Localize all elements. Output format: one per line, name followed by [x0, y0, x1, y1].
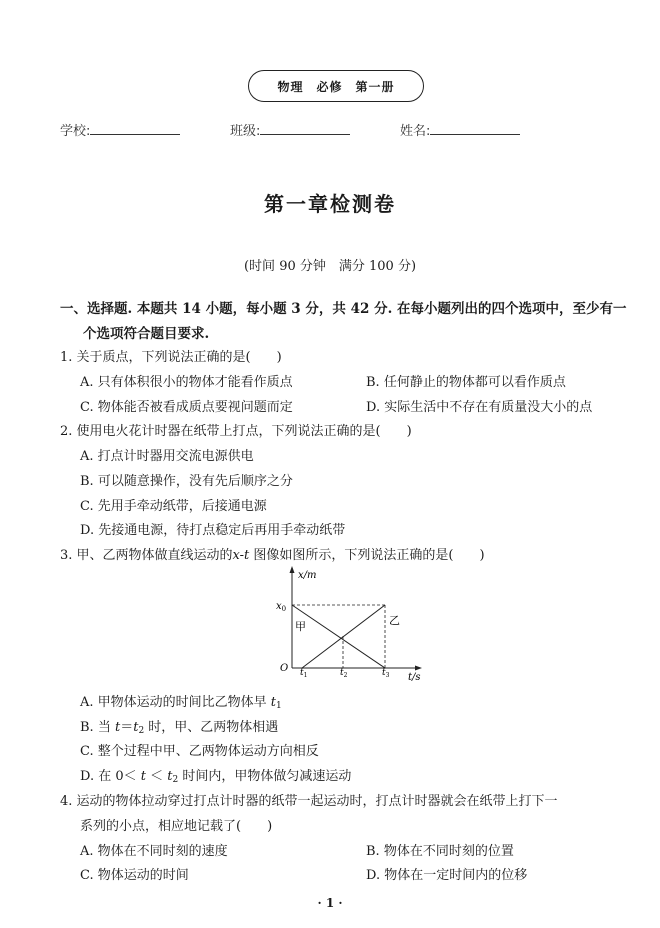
name-blank[interactable]: [430, 121, 520, 135]
yi-label: 乙: [389, 614, 400, 627]
class-label: 班级:: [230, 124, 261, 139]
page-title: 第一章检测卷: [264, 192, 396, 216]
q4-option-b[interactable]: B. 物体在不同时刻的位置: [366, 844, 514, 859]
q2-stem: 2. 使用电火花计时器在纸带上打点，下列说法正确的是( ): [60, 424, 412, 439]
q1-option-b[interactable]: B. 任何静止的物体都可以看作质点: [366, 375, 566, 390]
page-subtitle: (时间 90 分钟 满分 100 分): [243, 259, 417, 274]
section-heading-line2: 个选项符合题目要求.: [83, 326, 210, 342]
book-title-box: [248, 70, 424, 102]
t1-label: $t_1$: [300, 668, 308, 679]
t3-label: $t_3$: [382, 668, 390, 679]
q1-option-c[interactable]: C. 物体能否被看成质点要视问题而定: [80, 400, 293, 415]
q3-option-d[interactable]: D. 在 $0< t < t_2$ 时间内，甲物体做匀减速运动: [80, 769, 352, 785]
book-title: 物理 必修 第一册: [277, 79, 395, 94]
q2-option-d[interactable]: D. 先接通电源，待打点稳定后再用手牵动纸带: [80, 523, 346, 538]
school-blank[interactable]: [90, 121, 180, 135]
q2-option-a[interactable]: A. 打点计时器用交流电源供电: [80, 449, 254, 464]
section-heading-line1: 一、选择题. 本题共 14 小题，每小题 3 分，共 42 分. 在每小题列出的四个选项中，至少有一: [60, 301, 627, 317]
t2-label: $t_2$: [340, 668, 348, 679]
q2-option-c[interactable]: C. 先用手牵动纸带，后接通电源: [80, 499, 267, 514]
q3-option-a[interactable]: A. 甲物体运动的时间比乙物体早 $t_1$: [80, 695, 282, 711]
q1-option-a[interactable]: A. 只有体积很小的物体才能看作质点: [80, 375, 293, 390]
yi-line: [302, 605, 385, 668]
name-label: 姓名:: [400, 124, 431, 139]
q2-option-b[interactable]: B. 可以随意操作，没有先后顺序之分: [80, 474, 293, 489]
q3-option-b[interactable]: B. 当 $t=t_2$ 时，甲、乙两物体相遇: [80, 720, 279, 736]
x-t-graph: [270, 560, 430, 685]
q4-option-d[interactable]: D. 物体在一定时间内的位移: [366, 868, 528, 883]
q3-stem: 3. 甲、乙两物体做直线运动的x-t 图像如图所示，下列说法正确的是( ): [60, 548, 485, 563]
name-field[interactable]: [400, 120, 520, 139]
class-blank[interactable]: [260, 121, 350, 135]
q1-option-d[interactable]: D. 实际生活中不存在有质量没大小的点: [366, 400, 593, 415]
y-axis-arrow: [290, 566, 295, 573]
origin-label: O: [280, 663, 289, 674]
q4-stem-line2: 系列的小点，相应地记载了( ): [80, 819, 273, 834]
school-field[interactable]: [60, 120, 180, 139]
q3-option-c[interactable]: C. 整个过程中甲、乙两物体运动方向相反: [80, 744, 319, 759]
x-axis-label: t/s: [408, 672, 421, 683]
school-label: 学校:: [60, 124, 91, 139]
x0-label: $x_0$: [276, 601, 287, 613]
q4-stem-line1: 4. 运动的物体拉动穿过打点计时器的纸带一起运动时，打点计时器就会在纸带上打下一: [60, 794, 558, 809]
jia-line: [292, 605, 385, 668]
y-axis-label: x/m: [298, 570, 317, 581]
q1-stem: 1. 关于质点，下列说法正确的是( ): [60, 350, 282, 365]
jia-label: 甲: [295, 620, 306, 633]
class-field[interactable]: [230, 120, 350, 139]
page-number: · 1 ·: [317, 896, 343, 910]
q4-option-a[interactable]: A. 物体在不同时刻的速度: [80, 844, 228, 859]
q4-option-c[interactable]: C. 物体运动的时间: [80, 868, 189, 883]
x-axis-arrow: [415, 666, 422, 671]
